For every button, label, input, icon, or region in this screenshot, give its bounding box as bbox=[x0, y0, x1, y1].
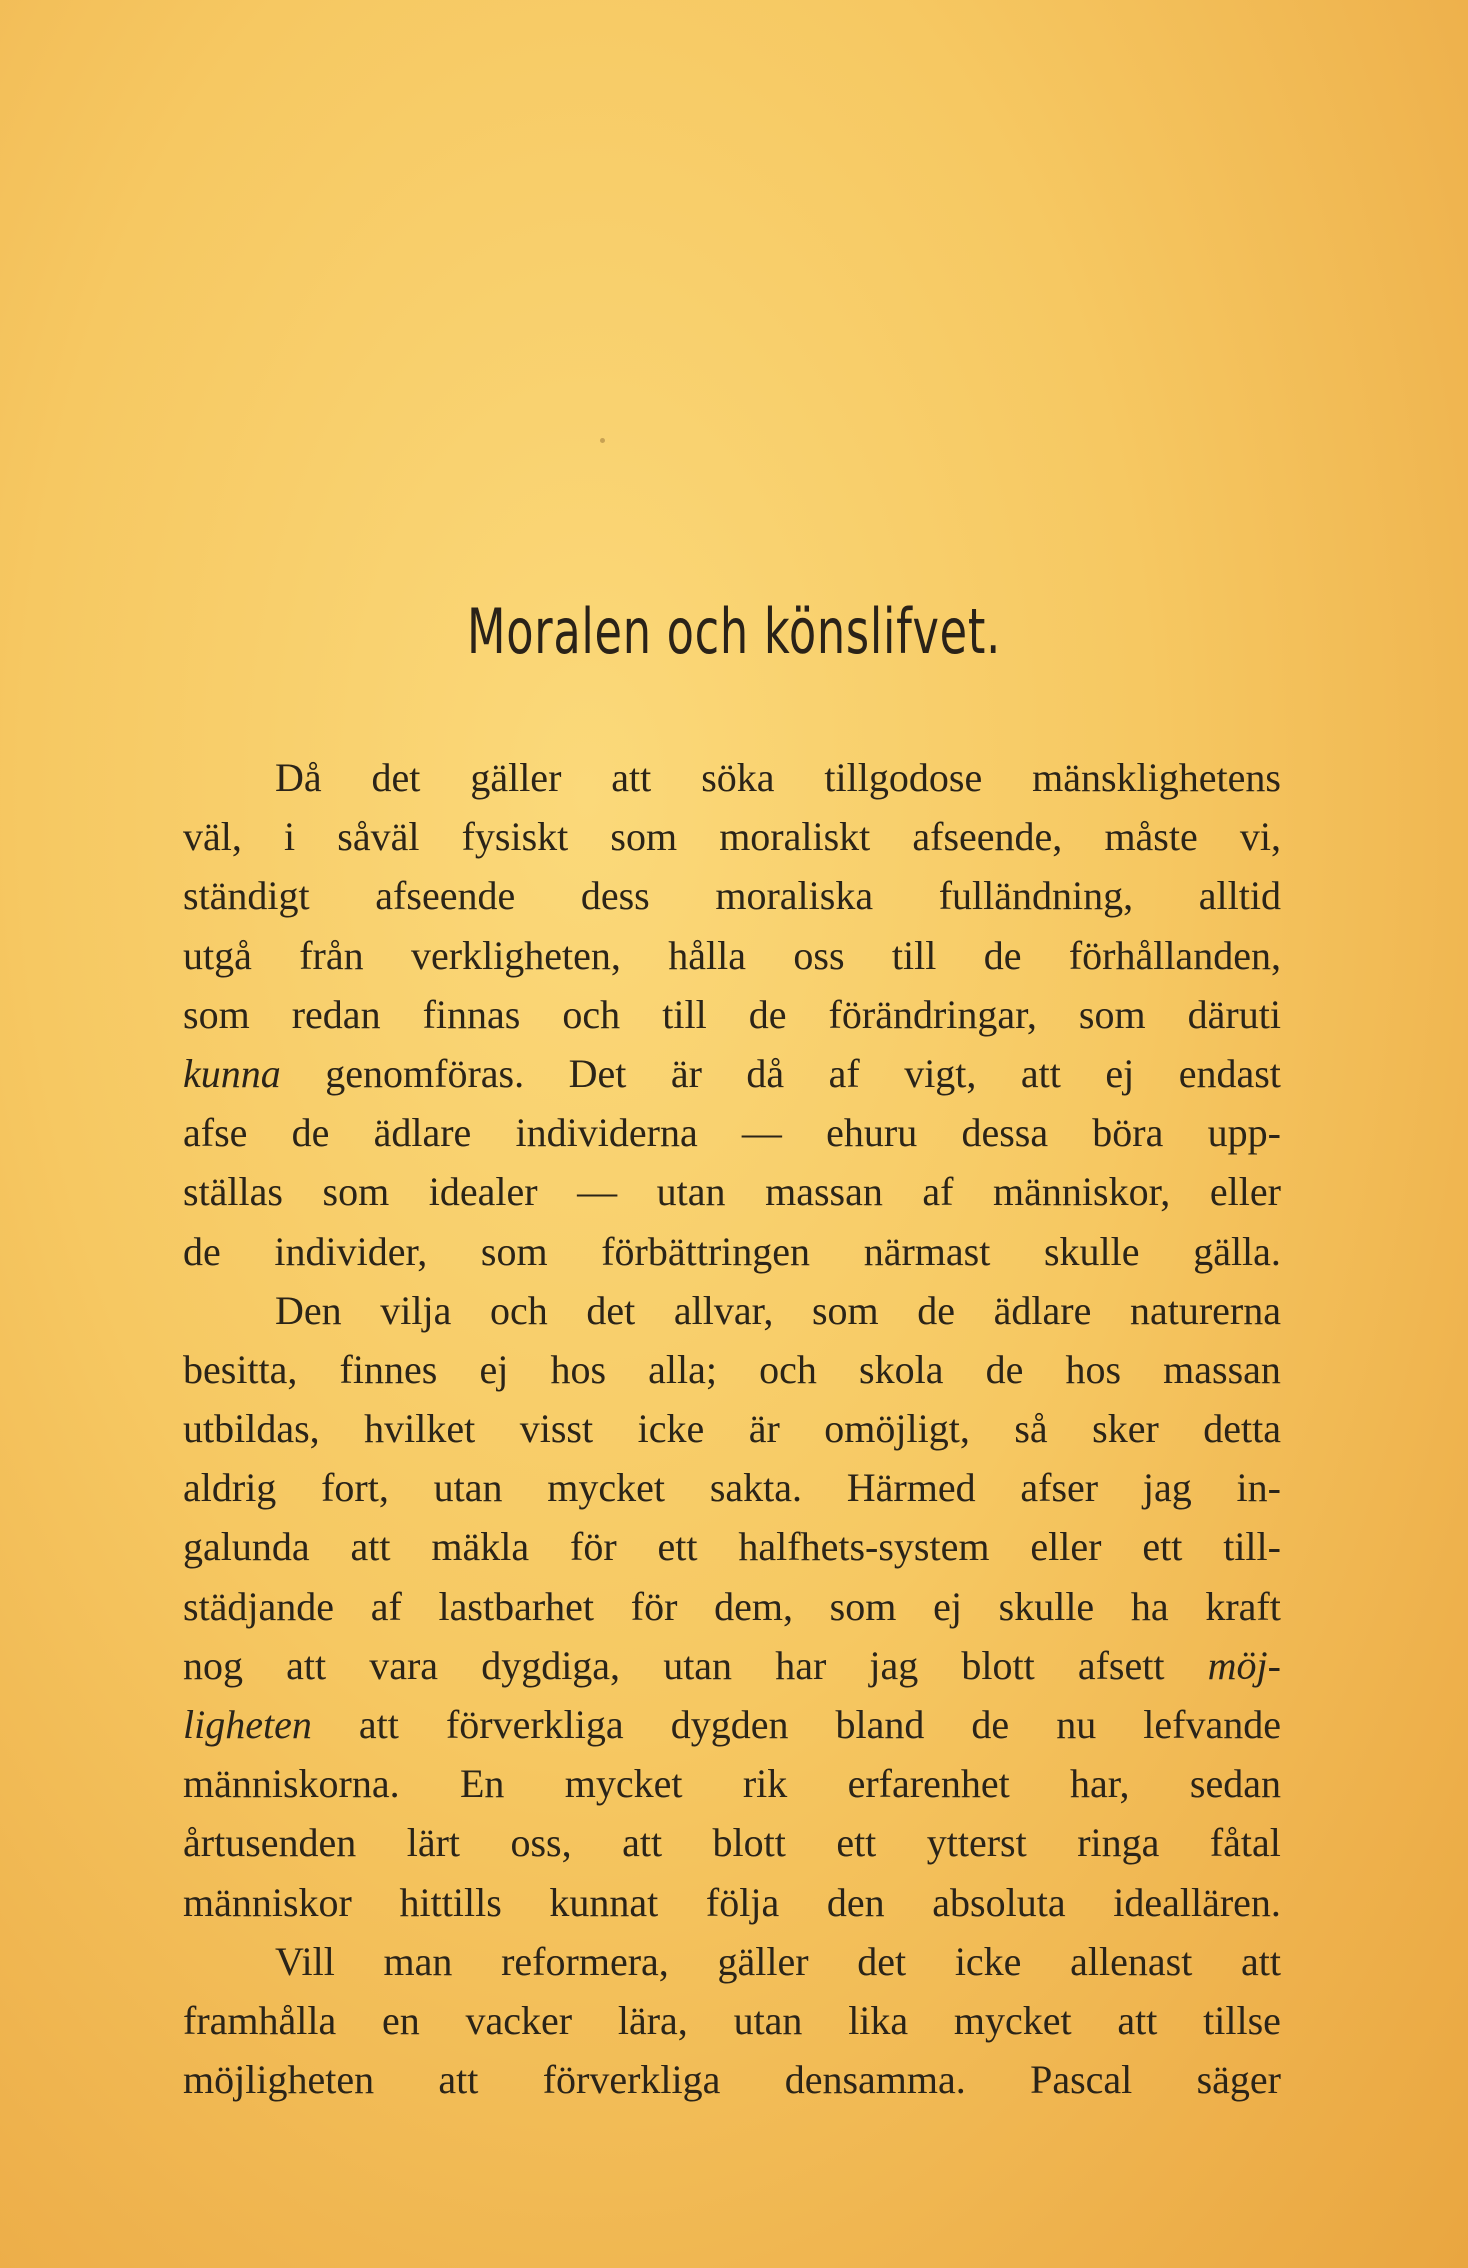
word: ej bbox=[479, 1346, 509, 1392]
text-line bbox=[183, 748, 1281, 807]
word: ehuru bbox=[826, 1110, 918, 1156]
text-line bbox=[183, 1044, 1281, 1103]
text-line bbox=[183, 1162, 1281, 1221]
word: skulle bbox=[1043, 1228, 1140, 1274]
word: som bbox=[480, 1228, 548, 1274]
word: däruti bbox=[1187, 991, 1281, 1037]
word: naturerna bbox=[1129, 1287, 1281, 1333]
word: afseende bbox=[375, 873, 516, 919]
word: utan bbox=[733, 1997, 803, 2043]
word: visst bbox=[519, 1406, 594, 1452]
word: att bbox=[611, 755, 652, 800]
word: en bbox=[382, 1997, 420, 2043]
word: Pascal bbox=[1030, 2057, 1133, 2103]
word: densamma. bbox=[784, 2057, 966, 2103]
word: Vill bbox=[275, 1938, 335, 1984]
word: skola bbox=[859, 1346, 944, 1392]
word: att bbox=[622, 1820, 663, 1866]
word: blott bbox=[961, 1642, 1035, 1688]
word: säger bbox=[1196, 2057, 1281, 2103]
emphasized-word: möj- bbox=[1207, 1642, 1281, 1688]
word: tillgodose bbox=[824, 755, 983, 800]
word: mänsklighetens bbox=[1032, 755, 1281, 800]
word: hvilket bbox=[364, 1406, 476, 1452]
word: vara bbox=[369, 1642, 439, 1688]
emphasized-word: kunna bbox=[183, 1050, 281, 1096]
word: att bbox=[286, 1642, 327, 1688]
word: som bbox=[811, 1287, 879, 1333]
word: har bbox=[775, 1642, 827, 1688]
text-line bbox=[183, 2050, 1281, 2109]
word: bland bbox=[835, 1702, 925, 1747]
word: de bbox=[917, 1287, 956, 1333]
word: ytterst bbox=[926, 1820, 1027, 1866]
word: dess bbox=[580, 873, 650, 919]
word: kunnat bbox=[549, 1879, 659, 1925]
word: det bbox=[857, 1938, 907, 1984]
word: fåtal bbox=[1209, 1820, 1281, 1866]
word: finnas bbox=[422, 991, 521, 1037]
word: de bbox=[183, 1228, 221, 1274]
word: Härmed bbox=[846, 1465, 976, 1511]
text-line bbox=[183, 1695, 1281, 1754]
word: fort, bbox=[321, 1465, 389, 1511]
word: lika bbox=[848, 1997, 909, 2043]
word: lära, bbox=[617, 1997, 688, 2043]
word: afsett bbox=[1077, 1642, 1165, 1688]
word: massan bbox=[765, 1169, 883, 1215]
word: sker bbox=[1092, 1406, 1159, 1452]
word: ha bbox=[1130, 1583, 1169, 1629]
text-line bbox=[183, 1517, 1281, 1576]
word: detta bbox=[1203, 1406, 1281, 1452]
word: afseende, bbox=[912, 814, 1063, 860]
word: af bbox=[922, 1169, 954, 1215]
word: finnes bbox=[339, 1346, 438, 1392]
word: dessa bbox=[961, 1110, 1049, 1156]
word: aldrig bbox=[183, 1465, 277, 1511]
word: icke bbox=[637, 1406, 705, 1452]
word: ett bbox=[657, 1524, 698, 1570]
word: de bbox=[291, 1110, 330, 1156]
word: redan bbox=[291, 991, 381, 1037]
text-line bbox=[183, 1399, 1281, 1458]
word: oss bbox=[793, 932, 845, 978]
word: individerna bbox=[515, 1110, 698, 1156]
word: till bbox=[662, 991, 707, 1037]
word: endast bbox=[1178, 1050, 1281, 1096]
word: En bbox=[459, 1761, 505, 1807]
word: från bbox=[299, 932, 364, 978]
word: oss, bbox=[510, 1820, 572, 1866]
word: ställas bbox=[183, 1169, 283, 1215]
text-line bbox=[183, 1281, 1281, 1340]
word: nu bbox=[1056, 1702, 1097, 1747]
word: erfarenhet bbox=[847, 1761, 1010, 1807]
word: väl, bbox=[183, 814, 242, 860]
word: af bbox=[828, 1050, 860, 1096]
word: vilja bbox=[380, 1287, 452, 1333]
word: städjande bbox=[183, 1583, 335, 1629]
word: årtusenden bbox=[183, 1820, 357, 1866]
text-line bbox=[183, 1103, 1281, 1162]
word: mycket bbox=[953, 1997, 1072, 2043]
text-line bbox=[183, 1991, 1281, 2050]
text-line bbox=[183, 1577, 1281, 1636]
word: gäller bbox=[470, 755, 562, 800]
word: ett bbox=[1142, 1524, 1183, 1570]
word: mäkla bbox=[431, 1524, 530, 1570]
text-line bbox=[183, 926, 1281, 985]
word: som bbox=[1078, 991, 1146, 1037]
word: de bbox=[985, 1346, 1024, 1392]
word: de bbox=[983, 932, 1022, 978]
word: vi, bbox=[1239, 814, 1281, 860]
word: att bbox=[1241, 1938, 1281, 1984]
word: att bbox=[1117, 1997, 1158, 2043]
word: att bbox=[1020, 1050, 1061, 1096]
word: lastbarhet bbox=[438, 1583, 595, 1629]
word: absoluta bbox=[932, 1879, 1066, 1925]
text-line bbox=[183, 1813, 1281, 1872]
word: besitta, bbox=[183, 1346, 298, 1392]
word: nog bbox=[183, 1642, 243, 1688]
word: som bbox=[183, 991, 250, 1037]
word: för bbox=[630, 1583, 678, 1629]
text-line bbox=[183, 807, 1281, 866]
text-line bbox=[183, 1636, 1281, 1695]
word: ej bbox=[1105, 1050, 1135, 1096]
word: moraliska bbox=[715, 873, 874, 919]
word: ej bbox=[933, 1583, 962, 1629]
word: skulle bbox=[998, 1583, 1095, 1629]
word: och bbox=[562, 991, 621, 1037]
word: gäller bbox=[717, 1938, 809, 1984]
text-line bbox=[183, 1754, 1281, 1813]
word: ständigt bbox=[183, 873, 310, 919]
word: utgå bbox=[183, 932, 252, 978]
word: galunda bbox=[183, 1524, 310, 1570]
word: lärt bbox=[406, 1820, 461, 1866]
word: mycket bbox=[547, 1465, 666, 1511]
word: är bbox=[670, 1050, 702, 1096]
word: ideallären. bbox=[1113, 1879, 1281, 1925]
word: måste bbox=[1104, 814, 1198, 860]
word: dygden bbox=[670, 1702, 789, 1747]
word: — bbox=[577, 1169, 618, 1215]
word: jag bbox=[1142, 1465, 1192, 1511]
word: dem, bbox=[714, 1583, 793, 1629]
word: förändringar, bbox=[828, 991, 1037, 1037]
word: såväl bbox=[337, 814, 420, 860]
word: närmast bbox=[863, 1228, 991, 1274]
word: vigt, bbox=[904, 1050, 977, 1096]
word: upp- bbox=[1207, 1110, 1281, 1156]
word: alltid bbox=[1198, 873, 1281, 919]
word: jag bbox=[869, 1642, 919, 1688]
word: att bbox=[438, 2057, 479, 2103]
word: ringa bbox=[1077, 1820, 1160, 1866]
word: möjligheten bbox=[183, 2057, 375, 2103]
word: är bbox=[748, 1406, 780, 1452]
word: förverkliga bbox=[445, 1702, 624, 1747]
word: till bbox=[891, 932, 937, 978]
word: sedan bbox=[1189, 1761, 1281, 1807]
word: förbättringen bbox=[601, 1228, 811, 1274]
word: den bbox=[826, 1879, 885, 1925]
word: allvar, bbox=[673, 1287, 774, 1333]
word: utan bbox=[663, 1642, 733, 1688]
word: att bbox=[350, 1524, 391, 1570]
word: utbildas, bbox=[183, 1406, 320, 1452]
word: det bbox=[586, 1287, 636, 1333]
word: verkligheten, bbox=[411, 932, 621, 978]
word: framhålla bbox=[183, 1997, 337, 2043]
word: då bbox=[746, 1050, 785, 1096]
word: allenast bbox=[1070, 1938, 1193, 1984]
word: moraliskt bbox=[719, 814, 871, 860]
word: idealer bbox=[428, 1169, 538, 1215]
word: tillse bbox=[1203, 1997, 1281, 2043]
word: ädlare bbox=[993, 1287, 1092, 1333]
word: och bbox=[489, 1287, 548, 1333]
word: gälla. bbox=[1193, 1228, 1281, 1274]
text-line bbox=[183, 1222, 1281, 1281]
word: hos bbox=[550, 1346, 607, 1392]
word: följa bbox=[705, 1879, 780, 1925]
word: Det bbox=[568, 1050, 627, 1096]
word: af bbox=[370, 1583, 402, 1629]
word: förverkliga bbox=[542, 2057, 721, 2103]
word: söka bbox=[701, 755, 775, 800]
word: dygdiga, bbox=[481, 1642, 621, 1688]
word: hos bbox=[1065, 1346, 1122, 1392]
word: människorna. bbox=[183, 1761, 400, 1807]
word: fulländning, bbox=[938, 873, 1134, 919]
word: utan bbox=[433, 1465, 503, 1511]
word: — bbox=[741, 1110, 782, 1156]
text-line bbox=[183, 1458, 1281, 1517]
word: Den bbox=[275, 1287, 342, 1333]
word: så bbox=[1014, 1406, 1048, 1452]
word: icke bbox=[954, 1938, 1022, 1984]
word: afse bbox=[183, 1110, 248, 1156]
word: eller bbox=[1030, 1524, 1102, 1570]
word: som bbox=[322, 1169, 390, 1215]
word: alla; bbox=[648, 1346, 717, 1392]
word: ädlare bbox=[373, 1110, 472, 1156]
word: blott bbox=[712, 1820, 786, 1866]
word: ett bbox=[836, 1820, 877, 1866]
word: individer, bbox=[274, 1228, 428, 1274]
word: vacker bbox=[465, 1997, 573, 2043]
text-line bbox=[183, 1873, 1281, 1932]
word: afser bbox=[1020, 1465, 1099, 1511]
word: man bbox=[383, 1938, 453, 1984]
word: mycket bbox=[564, 1761, 683, 1807]
word: reformera, bbox=[501, 1938, 669, 1984]
word: böra bbox=[1092, 1110, 1164, 1156]
word: omöjligt, bbox=[824, 1406, 970, 1452]
word: fysiskt bbox=[461, 814, 569, 860]
chapter-title: Moralen och könslifvet. bbox=[466, 595, 1001, 668]
text-line bbox=[183, 1340, 1281, 1399]
word: sakta. bbox=[709, 1465, 802, 1511]
word: genomföras. bbox=[325, 1050, 525, 1096]
word: eller bbox=[1209, 1169, 1281, 1215]
word: till- bbox=[1223, 1524, 1281, 1570]
word: lefvande bbox=[1143, 1702, 1281, 1747]
text-line bbox=[183, 985, 1281, 1044]
word: i bbox=[284, 814, 296, 860]
word: och bbox=[759, 1346, 817, 1392]
word: Då bbox=[275, 755, 322, 800]
emphasized-word: ligheten bbox=[183, 1702, 312, 1747]
word: rik bbox=[742, 1761, 788, 1807]
text-line bbox=[183, 1932, 1281, 1991]
word: har, bbox=[1070, 1761, 1130, 1807]
word: hittills bbox=[399, 1879, 502, 1925]
word: förhållanden, bbox=[1068, 932, 1281, 978]
word: att bbox=[358, 1702, 399, 1747]
word: massan bbox=[1163, 1346, 1281, 1392]
word: hålla bbox=[668, 932, 747, 978]
word: in- bbox=[1236, 1465, 1281, 1511]
text-line bbox=[183, 866, 1281, 925]
word: människor bbox=[183, 1879, 352, 1925]
word: de bbox=[748, 991, 787, 1037]
word: människor, bbox=[993, 1169, 1171, 1215]
word: kraft bbox=[1205, 1583, 1281, 1629]
word: halfhets-system bbox=[738, 1524, 990, 1570]
word: för bbox=[570, 1524, 617, 1570]
word: som bbox=[829, 1583, 897, 1629]
word: utan bbox=[656, 1169, 726, 1215]
paper-speck bbox=[600, 438, 605, 443]
body-text bbox=[183, 748, 1281, 2109]
word: de bbox=[971, 1702, 1010, 1747]
word: som bbox=[610, 814, 678, 860]
word: det bbox=[371, 755, 421, 800]
